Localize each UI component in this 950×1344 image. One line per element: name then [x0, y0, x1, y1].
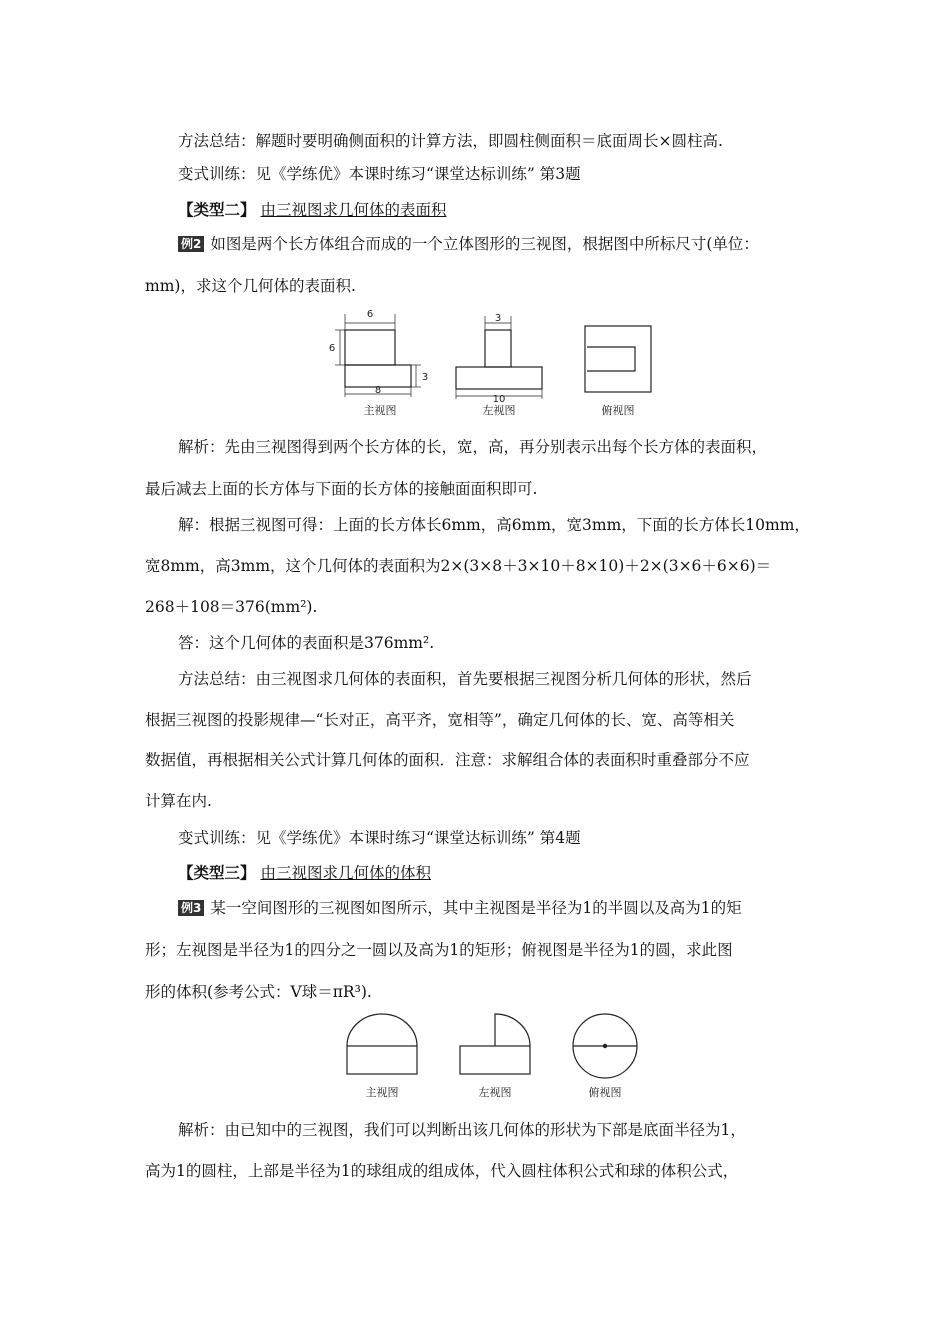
solution-line3: 268＋108＝376(mm²).: [145, 598, 318, 616]
method2-line4: 计算在内.: [145, 792, 212, 810]
analysis2-line2: 最后减去上面的长方体与下面的长方体的接触面面积即可.: [145, 480, 538, 498]
caption-top-view-2: 俯视图: [588, 1086, 622, 1099]
caption-front-view: 主视图: [363, 404, 397, 417]
figure-three-views-1: [325, 302, 665, 422]
caption-left-view-2: 左视图: [478, 1086, 512, 1099]
example3-text-a: 某一空间图形的三视图如图所示，其中主视图是半径为1的半圆以及高为1的矩: [210, 899, 742, 917]
top-view-center-dot: [603, 1044, 607, 1048]
figure-three-views-2: [335, 1010, 655, 1100]
type2-tag: 【类型二】: [178, 200, 256, 219]
answer-line: 答：这个几何体的表面积是376mm².: [178, 634, 435, 652]
method2-line2: 根据三视图的投影规律—“长对正，高平齐，宽相等”，确定几何体的长、宽、高等相关: [145, 711, 735, 729]
type3-title: 由三视图求几何体的体积: [260, 864, 431, 882]
solution-line1: 解：根据三视图可得：上面的长方体长6mm，高6mm，宽3mm，下面的长方体长10mm，: [178, 516, 810, 534]
variant-training-4: 变式训练：见《学练优》本课时练习“课堂达标训练” 第4题: [178, 829, 581, 847]
method2-line1: 方法总结：由三视图求几何体的表面积，首先要根据三视图分析几何体的形状，然后: [178, 670, 752, 688]
top-view-inner-rect: [587, 347, 635, 371]
front-view-semicircle: [347, 1014, 417, 1046]
example2-text-a: 如图是两个长方体组合而成的一个立体图形的三视图，根据图中所标尺寸(单位：: [210, 235, 759, 253]
caption-left-view: 左视图: [482, 404, 516, 417]
front-view-lower-block: [345, 365, 411, 387]
dim-front-top: 6: [366, 309, 374, 320]
example2-line2: mm)，求这个几何体的表面积.: [145, 277, 356, 295]
dim-front-left: 6: [328, 343, 336, 354]
type3-heading: [178, 863, 431, 883]
example2-line1: [178, 234, 759, 254]
type2-heading: [178, 200, 446, 220]
dim-front-right: 3: [421, 372, 429, 383]
solution-line2: 宽8mm，高3mm，这个几何体的表面积为2×(3×8＋3×10＋8×10)＋2×(3×6＋6×6)＝: [145, 557, 772, 575]
example3-line2: 形；左视图是半径为1的四分之一圆以及高为1的矩形；俯视图是半径为1的圆，求此图: [145, 941, 733, 959]
example3-badge: 例3: [178, 900, 204, 916]
example3-line1: [178, 898, 742, 918]
left-view-upper-block: [485, 330, 511, 367]
variant-training-3: 变式训练：见《学练优》本课时练习“课堂达标训练” 第3题: [178, 165, 581, 183]
caption-front-view-2: 主视图: [365, 1086, 399, 1099]
left-view-rectangle: [460, 1046, 530, 1074]
caption-top-view: 俯视图: [601, 404, 635, 417]
left-view-quarter-circle: [495, 1014, 530, 1046]
example3-line3: 形的体积(参考公式：V球＝πR³).: [145, 983, 372, 1001]
dim-front-bottom: 8: [374, 385, 382, 396]
dim-left-bottom: 10: [492, 394, 506, 405]
method-summary-1: 方法总结：解题时要明确侧面积的计算方法，即圆柱侧面积＝底面周长×圆柱高.: [178, 132, 723, 150]
left-view-lower-block: [456, 367, 542, 389]
type2-title: 由三视图求几何体的表面积: [260, 201, 447, 219]
front-view-rectangle: [347, 1046, 417, 1074]
top-view-outer-square: [585, 326, 651, 392]
analysis3-line2: 高为1的圆柱，上部是半径为1的球组成的组成体，代入圆柱体积公式和球的体积公式，: [145, 1162, 739, 1180]
example2-badge: 例2: [178, 236, 204, 252]
type3-tag: 【类型三】: [178, 863, 256, 882]
front-view-upper-block: [345, 330, 395, 365]
analysis3-line1: 解析：由已知中的三视图，我们可以判断出该几何体的形状为下部是底面半径为1，: [178, 1121, 746, 1139]
analysis2-line1: 解析：先由三视图得到两个长方体的长，宽，高，再分别表示出每个长方体的表面积，: [178, 438, 768, 456]
dim-left-top: 3: [494, 313, 502, 324]
method2-line3: 数据值，再根据相关公式计算几何体的面积．注意：求解组合体的表面积时重叠部分不应: [145, 751, 750, 769]
